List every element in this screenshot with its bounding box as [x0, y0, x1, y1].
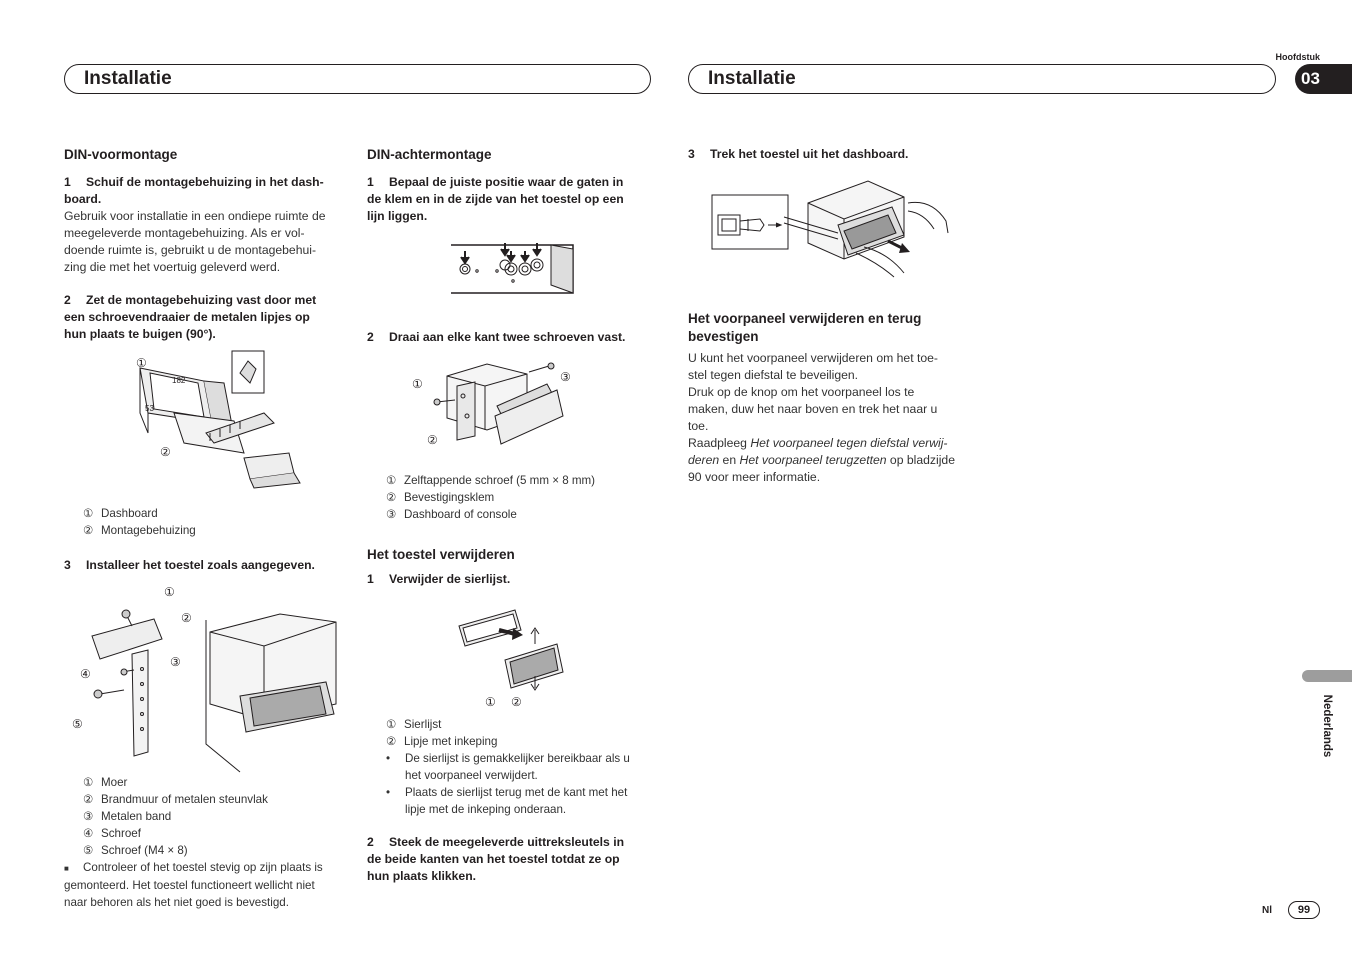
chapter-badge: 03	[1295, 64, 1352, 94]
column-3	[688, 146, 978, 486]
step-title: 2 Steek de meegeleverde uittreksleutels in de beide kanten van het toestel totdat ze op hun plaats klikken.	[367, 835, 625, 883]
dimension-label: 53	[145, 404, 154, 413]
legend-item: ② Montagebehuizing	[83, 524, 196, 537]
section-heading: Het voorpaneel verwijderen en terug bevestigen	[688, 311, 922, 344]
step-title: 3 Installeer het toestel zoals aangegeven.	[64, 558, 315, 572]
step-title: 3 Trek het toestel uit het dashboard.	[688, 147, 909, 161]
legend-item: ① Moer	[83, 776, 128, 789]
callout-label: ①	[412, 377, 423, 391]
footer-language-code: Nl	[1262, 905, 1272, 916]
callout-label: ④	[80, 667, 91, 681]
bullet-item: • De sierlijst is gemakkelijker bereikbaar als u het voorpaneel verwijdert.	[386, 752, 630, 782]
language-label: Nederlands	[1321, 694, 1333, 758]
page-title-left: Installatie	[84, 68, 172, 89]
note-bullet: ■	[64, 864, 69, 873]
callout-label: ②	[427, 433, 438, 447]
figure-pull-unit	[688, 163, 978, 293]
figure-install-unit	[64, 574, 354, 774]
legend-item: ③ Dashboard of console	[386, 508, 517, 521]
callout-label: ②	[181, 611, 192, 625]
callout-label: ①	[136, 356, 147, 370]
page-title-right: Installatie	[708, 68, 796, 89]
legend-item: ③ Metalen band	[83, 810, 172, 823]
step-title: 1 Bepaal de juiste positie waar de gaten in de klem en in de zijde van het toestel op een lijn liggen.	[367, 175, 624, 223]
step-title: 1 Verwijder de sierlijst.	[367, 572, 511, 586]
body-text: Gebruik voor installatie in een ondiepe ruimte de meegeleverde montagebehuizing. Als er vol- doende ruimte is, gebruikt u de montagebehui- zing die met het voertuig geleverd werd.	[64, 209, 326, 274]
legend-item: ① Zelftappende schroef (5 mm × 8 mm)	[386, 474, 596, 487]
step-title: 2 Draai aan elke kant twee schroeven vast.	[367, 330, 626, 344]
dimension-label: 182	[172, 376, 186, 385]
legend-item: ④ Schroef	[83, 827, 141, 840]
language-tab	[1302, 670, 1352, 682]
callout-label: ⑤	[72, 717, 83, 731]
cross-reference-link[interactable]: Het voorpaneel tegen diefstal verwij-	[750, 436, 948, 450]
chapter-label: Hoofdstuk	[1275, 52, 1320, 62]
legend-item: ② Brandmuur of metalen steunvlak	[83, 793, 268, 806]
page-number: 99	[1288, 901, 1320, 919]
legend-item: ② Bevestigingsklem	[386, 491, 495, 504]
legend-item: ⑤ Schroef (M4 × 8)	[83, 844, 188, 857]
section-heading: DIN-achtermontage	[367, 147, 492, 162]
step-title: 1 Schuif de montagebehuizing in het dash- board.	[64, 175, 324, 206]
body-text: U kunt het voorpaneel verwijderen om het toe- stel tegen diefstal te beveiligen.	[688, 351, 938, 382]
section-heading: Het toestel verwijderen	[367, 547, 515, 562]
figure-align-holes	[367, 225, 657, 321]
cross-reference-link[interactable]: Het voorpaneel terugzetten	[739, 453, 887, 467]
callout-label: ①	[164, 585, 175, 599]
section-heading: DIN-voormontage	[64, 147, 178, 162]
step-title: 2 Zet de montagebehuizing vast door met een schroevendraaier de metalen lipjes op hun plaats te buigen (90°).	[64, 293, 317, 341]
body-text: Druk op de knop om het voorpaneel los te maken, duw het naar boven en trek het naar u toe.	[688, 385, 938, 433]
legend-item: ① Sierlijst	[386, 718, 442, 731]
column-2	[367, 146, 657, 885]
figure-mounting-sleeve	[64, 343, 354, 505]
callout-label: ②	[511, 695, 522, 709]
cross-reference-link[interactable]: deren	[688, 453, 720, 467]
body-text: Raadpleeg Het voorpaneel tegen diefstal verwij- deren en Het voorpaneel terugzetten op bladzijde 90 voor meer informatie.	[688, 436, 955, 484]
column-1	[64, 146, 354, 911]
callout-label: ②	[160, 445, 171, 459]
callout-label: ③	[560, 370, 571, 384]
callout-label: ①	[485, 695, 496, 709]
figure-trim-ring	[367, 588, 657, 716]
legend-item: ① Dashboard	[83, 507, 158, 520]
note-text: ■ Controleer of het toestel stevig op zijn plaats is gemonteerd. Het toestel functioneert wellicht niet naar behoren als het niet goed is bevestigd.	[64, 861, 323, 909]
callout-label: ③	[170, 655, 181, 669]
bullet-item: • Plaats de sierlijst terug met de kant met het lipje met de inkeping onderaan.	[386, 786, 628, 816]
figure-screws	[367, 346, 657, 472]
legend-item: ② Lipje met inkeping	[386, 735, 498, 748]
